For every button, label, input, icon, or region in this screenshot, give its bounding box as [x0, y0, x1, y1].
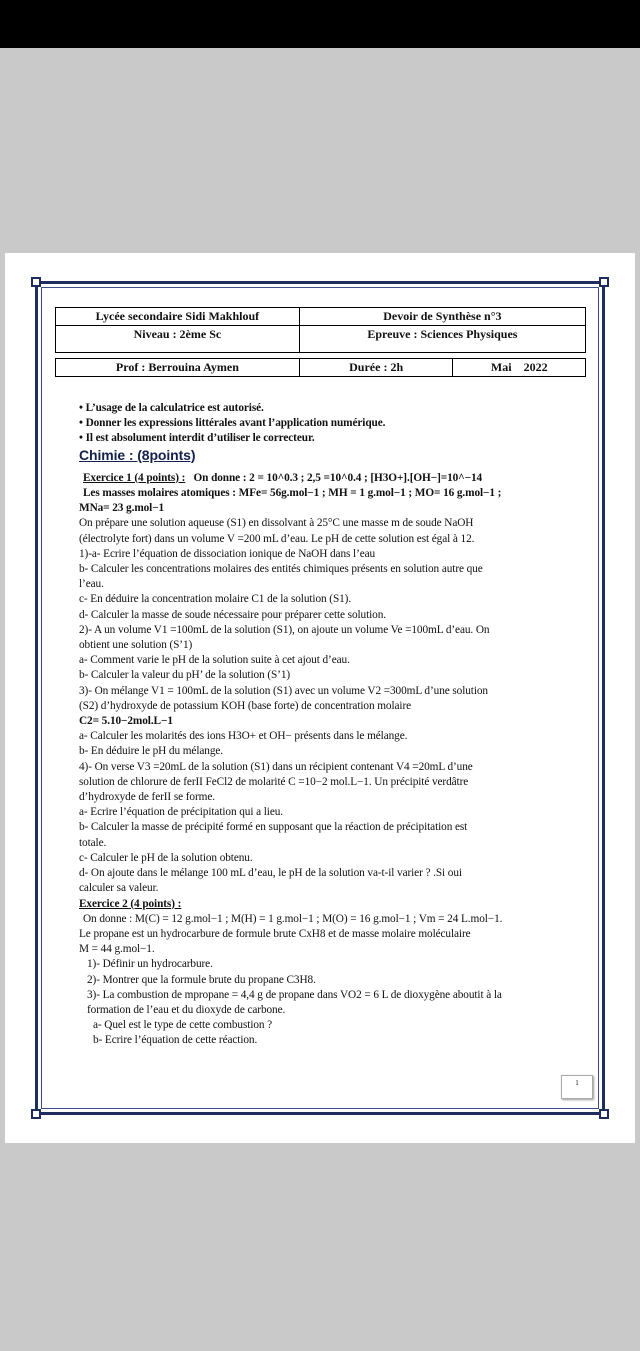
ex1-q3: (S2) d’hydroxyde de potassium KOH (base forte) de concentration molaire: [79, 699, 412, 712]
level-text: Niveau : 2ème Sc: [133, 327, 222, 341]
duration: Durée : 2h: [299, 359, 453, 377]
exercise2-title: Exercice 2 (4 points) :: [79, 897, 182, 910]
ex1-q3: 3)- On mélange V1 = 100mL de la solution (S1) avec un volume V2 =300mL d’une solution: [79, 684, 488, 697]
ex1-q2b: b- Calculer la valeur du pH’ de la solution (S’1): [79, 669, 291, 682]
ex1-q4d: calculer sa valeur.: [79, 882, 159, 895]
exercise1-title: Exercice 1 (4 points) :: [83, 471, 186, 484]
ex1-q1d: d- Calculer la masse de soude nécessaire pour préparer cette solution.: [79, 608, 386, 621]
ex2-q3: 3)- La combustion de mpropane = 4,4 g de propane dans VO2 = 6 L de dioxygène aboutit à la: [87, 988, 502, 1001]
ex1-q4: d’hydroxyde de ferII se forme.: [79, 791, 215, 804]
ex1-q3: C2= 5.10−2mol.L−1: [79, 715, 173, 728]
border-corner: [31, 1109, 41, 1119]
subject: Epreuve : Sciences Physiques: [299, 326, 585, 353]
border-corner: [599, 277, 609, 287]
ex2-q1: 1)- Définir un hydrocarbure.: [87, 958, 213, 971]
exercise1-given: On donne : 2 = 10^0.3 ; 2,5 =10^0.4 ; [H3O+].[OH−]=10^−14: [193, 471, 483, 484]
ex2-q2: 2)- Montrer que la formule brute du propane C3H8.: [87, 973, 316, 986]
viewer-background: [0, 1143, 640, 1351]
ex2-q3a: a- Quel est le type de cette combustion ?: [93, 1019, 273, 1032]
ex1-q1a: 1)-a- Ecrire l’équation de dissociation ionique de NaOH dans l’eau: [79, 547, 376, 560]
ex1-q4d: d- On ajoute dans le mélange 100 mL d’eau, le pH de la solution va-t-il varier ? .Si oui: [79, 867, 462, 880]
ex1-q2: 2)- A un volume V1 =100mL de la solution (S1), on ajoute un volume Ve =100mL d’eau. On: [79, 623, 490, 636]
exam-title: Devoir de Synthèse n°3: [299, 308, 585, 326]
ex2-intro: M = 44 g.mol−1.: [79, 943, 155, 956]
ex2-q3: formation de l’eau et du dioxyde de carbone.: [87, 1003, 286, 1016]
ex1-q4b: totale.: [79, 836, 107, 849]
instruction: • Il est absolument interdit d’utiliser le correcteur.: [79, 432, 315, 445]
instruction: • Donner les expressions littérales avant l’application numérique.: [79, 417, 386, 430]
prof-name: Prof : Berrouina Aymen: [56, 359, 300, 377]
school-name: Lycée secondaire Sidi Makhlouf: [56, 308, 300, 326]
header-table: [55, 307, 586, 377]
month: Mai: [490, 360, 512, 374]
exam-content: [79, 401, 579, 1049]
ex1-q1b: l’eau.: [79, 578, 104, 591]
ex1-q3b: b- En déduire le pH du mélange.: [79, 745, 224, 758]
ex1-intro: (électrolyte fort) dans un volume V =200 mL d’eau. Le pH de cette solution est égal à 12.: [79, 532, 475, 545]
molar-masses: Les masses molaires atomiques : MFe= 56g.mol−1 ; MH = 1 g.mol−1 ; MO= 16 g.mol−1 ;: [83, 487, 502, 500]
border-corner: [31, 277, 41, 287]
ex2-q3b: b- Ecrire l’équation de cette réaction.: [93, 1034, 258, 1047]
ex1-q4b: b- Calculer la masse de précipité formé en supposant que la réaction de précipitation est: [79, 821, 468, 834]
instruction: • L’usage de la calculatrice est autorisé.: [79, 402, 264, 414]
exercise1-header: [79, 471, 579, 486]
molar-mass-na: MNa= 23 g.mol−1: [79, 502, 165, 515]
section-title: Chimie : (8points): [79, 446, 196, 463]
ex1-q4: solution de chlorure de ferII FeCl2 de molarité C =10−2 mol.L−1. Un précipité verdâtre: [79, 775, 469, 788]
year: 2022: [523, 360, 548, 374]
ex2-intro: Le propane est un hydrocarbure de formule brute CxH8 et de masse molaire moléculaire: [79, 927, 471, 940]
ex1-q1b: b- Calculer les concentrations molaires des entités chimiques présents en solution autre que: [79, 563, 483, 576]
status-bar: [0, 0, 640, 48]
ex1-q4c: c- Calculer le pH de la solution obtenu.: [79, 851, 253, 864]
date: [453, 359, 586, 377]
ex1-q1c: c- En déduire la concentration molaire C1 de la solution (S1).: [79, 593, 352, 606]
ex1-intro: On prépare une solution aqueuse (S1) en dissolvant à 25°C une masse m de soude NaOH: [79, 517, 474, 530]
level: [56, 326, 300, 353]
ex1-q3a: a- Calculer les molarités des ions H3O+ et OH− présents dans le mélange.: [79, 730, 408, 743]
border-corner: [599, 1109, 609, 1119]
ex1-q2: obtient une solution (S’1): [79, 639, 193, 652]
ex1-q2a: a- Comment varie le pH de la solution suite à cet ajout d’eau.: [79, 654, 350, 667]
page-number: 1: [561, 1075, 593, 1099]
ex1-q4: 4)- On verse V3 =20mL de la solution (S1) dans un récipient contenant V4 =20mL d’une: [79, 760, 473, 773]
ex2-given: On donne : M(C) = 12 g.mol−1 ; M(H) = 1 g.mol−1 ; M(O) = 16 g.mol−1 ; Vm = 24 L.mol−1.: [83, 912, 503, 925]
document-page: [5, 253, 635, 1143]
ex1-q4a: a- Ecrire l’équation de précipitation qui a lieu.: [79, 806, 284, 819]
